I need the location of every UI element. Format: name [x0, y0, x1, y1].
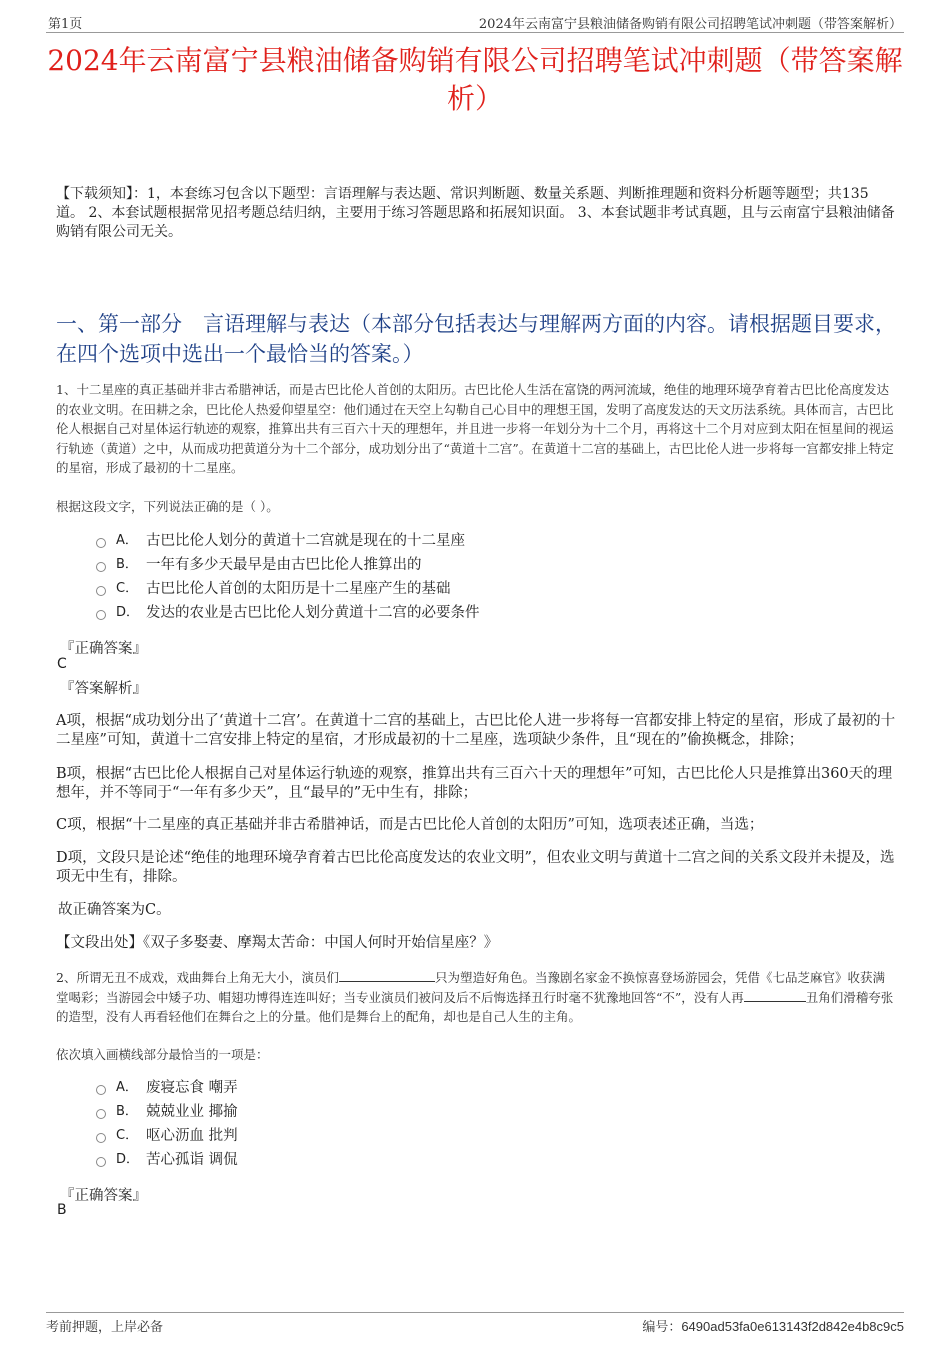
- correct-answer: B: [57, 1202, 67, 1218]
- question-2-prompt: 依次填入画横线部分最恰当的一项是：: [56, 1047, 269, 1062]
- option-text: 古巴比伦人划分的黄道十二宫就是现在的十二星座: [146, 533, 465, 549]
- radio-icon[interactable]: [96, 562, 106, 572]
- analysis-b: B项，根据“古巴比伦人根据自己对星体运行轨迹的观察，推算出共有三百六十天的理想年”可知，古巴比伦人只是推算出360天的理想年，并不等同于“一年有多少天”，且“最早的”无中生有，排除；: [56, 766, 893, 801]
- analysis-label: 『答案解析』: [60, 681, 147, 697]
- analysis-d: D项，文段只是论述“绝佳的地理环境孕育着古巴比伦高度发达的农业文明”，但农业文明与黄道十二宫之间的关系文段并未提及，选项无中生有，排除。: [56, 850, 895, 885]
- blank-line: [744, 989, 806, 1002]
- header-doc-title: 2024年云南富宁县粮油储备购销有限公司招聘笔试冲刺题（带答案解析）: [478, 17, 902, 32]
- radio-icon[interactable]: [96, 586, 106, 596]
- page-title: 2024年云南富宁县粮油储备购销有限公司招聘笔试冲刺题（带答案解析）: [47, 44, 903, 115]
- page-number: 第1页: [48, 17, 83, 32]
- option-text: 一年有多少天最早是由古巴比伦人推算出的: [146, 557, 422, 573]
- correct-answer-label: 『正确答案』: [60, 641, 147, 657]
- option-d[interactable]: D． 发达的农业是古巴比伦人划分黄道十二宫的必要条件: [96, 601, 480, 625]
- option-text: 古巴比伦人首创的太阳历是十二星座产生的基础: [146, 581, 451, 597]
- radio-icon[interactable]: [96, 1085, 106, 1095]
- correct-answer-label: 『正确答案』: [60, 1188, 147, 1204]
- question-1-stem: 1、十二星座的真正基础并非古希腊神话，而是古巴比伦人首创的太阳历。古巴比伦人生活在富饶的两河流域，绝佳的地理环境孕育着古巴比伦高度发达的农业文明。在田耕之余，巴比伦人热爱仰望星空：他们通过在天空上勾勒自己心目中的理想王国，发明了高度发达的天文历法系统。具体而言，古巴比伦人根据自己对星体运行轨迹的观察，推算出共有三百六十天的理想年，并且进一步将一年划分为十二个月，再将这十二个月对应到太阳在恒星间的视运行轨迹（黄道）之中，从而成功把黄道分为十二个部分，成功划分出了“黄道十二宫”。在黄道十二宫的基础上，古巴比伦人进一步将每一宫都安排上特定的星宿，形成了最初的十二星座。: [56, 382, 894, 475]
- page-footer: [46, 1312, 904, 1333]
- footer-slogan: 考前押题，上岸必备: [46, 1320, 164, 1335]
- correct-answer: C: [57, 656, 67, 672]
- option-text: 苦心孤诣 调侃: [146, 1152, 238, 1168]
- question-2-options: [96, 1076, 238, 1172]
- option-text: 废寝忘食 嘲弄: [146, 1080, 238, 1096]
- download-notice: 【下载须知】：1，本套练习包含以下题型：言语理解与表达题、常识判断题、数量关系题、判断推理题和资料分析题等题型；共135道。 2、本套试题根据常见招考题总结归纳，主要用于练习答题思路和拓展知识面。 3、本套试题非考试真题，且与云南富宁县粮油储备购销有限公司无关。: [56, 186, 895, 240]
- option-text: 发达的农业是古巴比伦人划分黄道十二宫的必要条件: [146, 605, 480, 621]
- option-a[interactable]: A． 古巴比伦人划分的黄道十二宫就是现在的十二星座: [96, 529, 480, 553]
- radio-icon[interactable]: [96, 1133, 106, 1143]
- radio-icon[interactable]: [96, 1109, 106, 1119]
- source: 【文段出处】《双子多娶妻、摩羯太苦命：中国人何时开始信星座？》: [56, 935, 499, 951]
- radio-icon[interactable]: [96, 538, 106, 548]
- conclusion: 故正确答案为C。: [58, 902, 171, 918]
- option-text: 呕心沥血 批判: [146, 1128, 238, 1144]
- radio-icon[interactable]: [96, 1157, 106, 1167]
- option-b[interactable]: B． 一年有多少天最早是由古巴比伦人推算出的: [96, 553, 480, 577]
- option-b[interactable]: B． 兢兢业业 揶揄: [96, 1100, 238, 1124]
- blank-line: [339, 969, 435, 982]
- page-header: [46, 10, 904, 33]
- analysis-a: A项，根据“成功划分出了‘黄道十二宫’。在黄道十二宫的基础上，古巴比伦人进一步将每一宫都安排上特定的星宿，形成了最初的十二星座”可知，黄道十二宫安排上特定的星宿，才形成最初的十二星座，选项缺少条件，且“现在的”偷换概念，排除；: [56, 713, 896, 748]
- section-heading: 一、第一部分 言语理解与表达（本部分包括表达与理解两方面的内容。请根据题目要求，在四个选项中选出一个最恰当的答案。）: [56, 312, 896, 366]
- analysis-c: C项，根据“十二星座的真正基础并非古希腊神话，而是古巴比伦人首创的太阳历”可知，选项表述正确，当选；: [56, 817, 764, 833]
- option-a[interactable]: A． 废寝忘食 嘲弄: [96, 1076, 238, 1100]
- question-1-options: [96, 529, 480, 625]
- option-c[interactable]: C． 古巴比伦人首创的太阳历是十二星座产生的基础: [96, 577, 480, 601]
- question-1-prompt: 根据这段文字，下列说法正确的是（ ）。: [56, 499, 279, 514]
- option-c[interactable]: C． 呕心沥血 批判: [96, 1124, 238, 1148]
- question-2-stem: 2、所谓无丑不成戏，戏曲舞台上角无大小，演员们 只为塑造好角色。当豫剧名家金不换惊喜登场游园会，凭借《七品芝麻官》收获满堂喝彩；当游园会中矮子功、帽翅功博得连连叫好；当专业演员们被问及后不后悔选择丑行时毫不犹豫地回答“不”，没有人再 丑角们滑稽夸张的造型，没有人再看轻他们在舞台之上的分量。他们是舞台上的配角，却也是自己人生的主角。: [56, 970, 894, 1024]
- option-text: 兢兢业业 揶揄: [146, 1104, 238, 1120]
- doc-code: 编号：6490ad53fa0e613143f2d842e4b8c9c5: [642, 1319, 904, 1334]
- radio-icon[interactable]: [96, 610, 106, 620]
- option-d[interactable]: D． 苦心孤诣 调侃: [96, 1148, 238, 1172]
